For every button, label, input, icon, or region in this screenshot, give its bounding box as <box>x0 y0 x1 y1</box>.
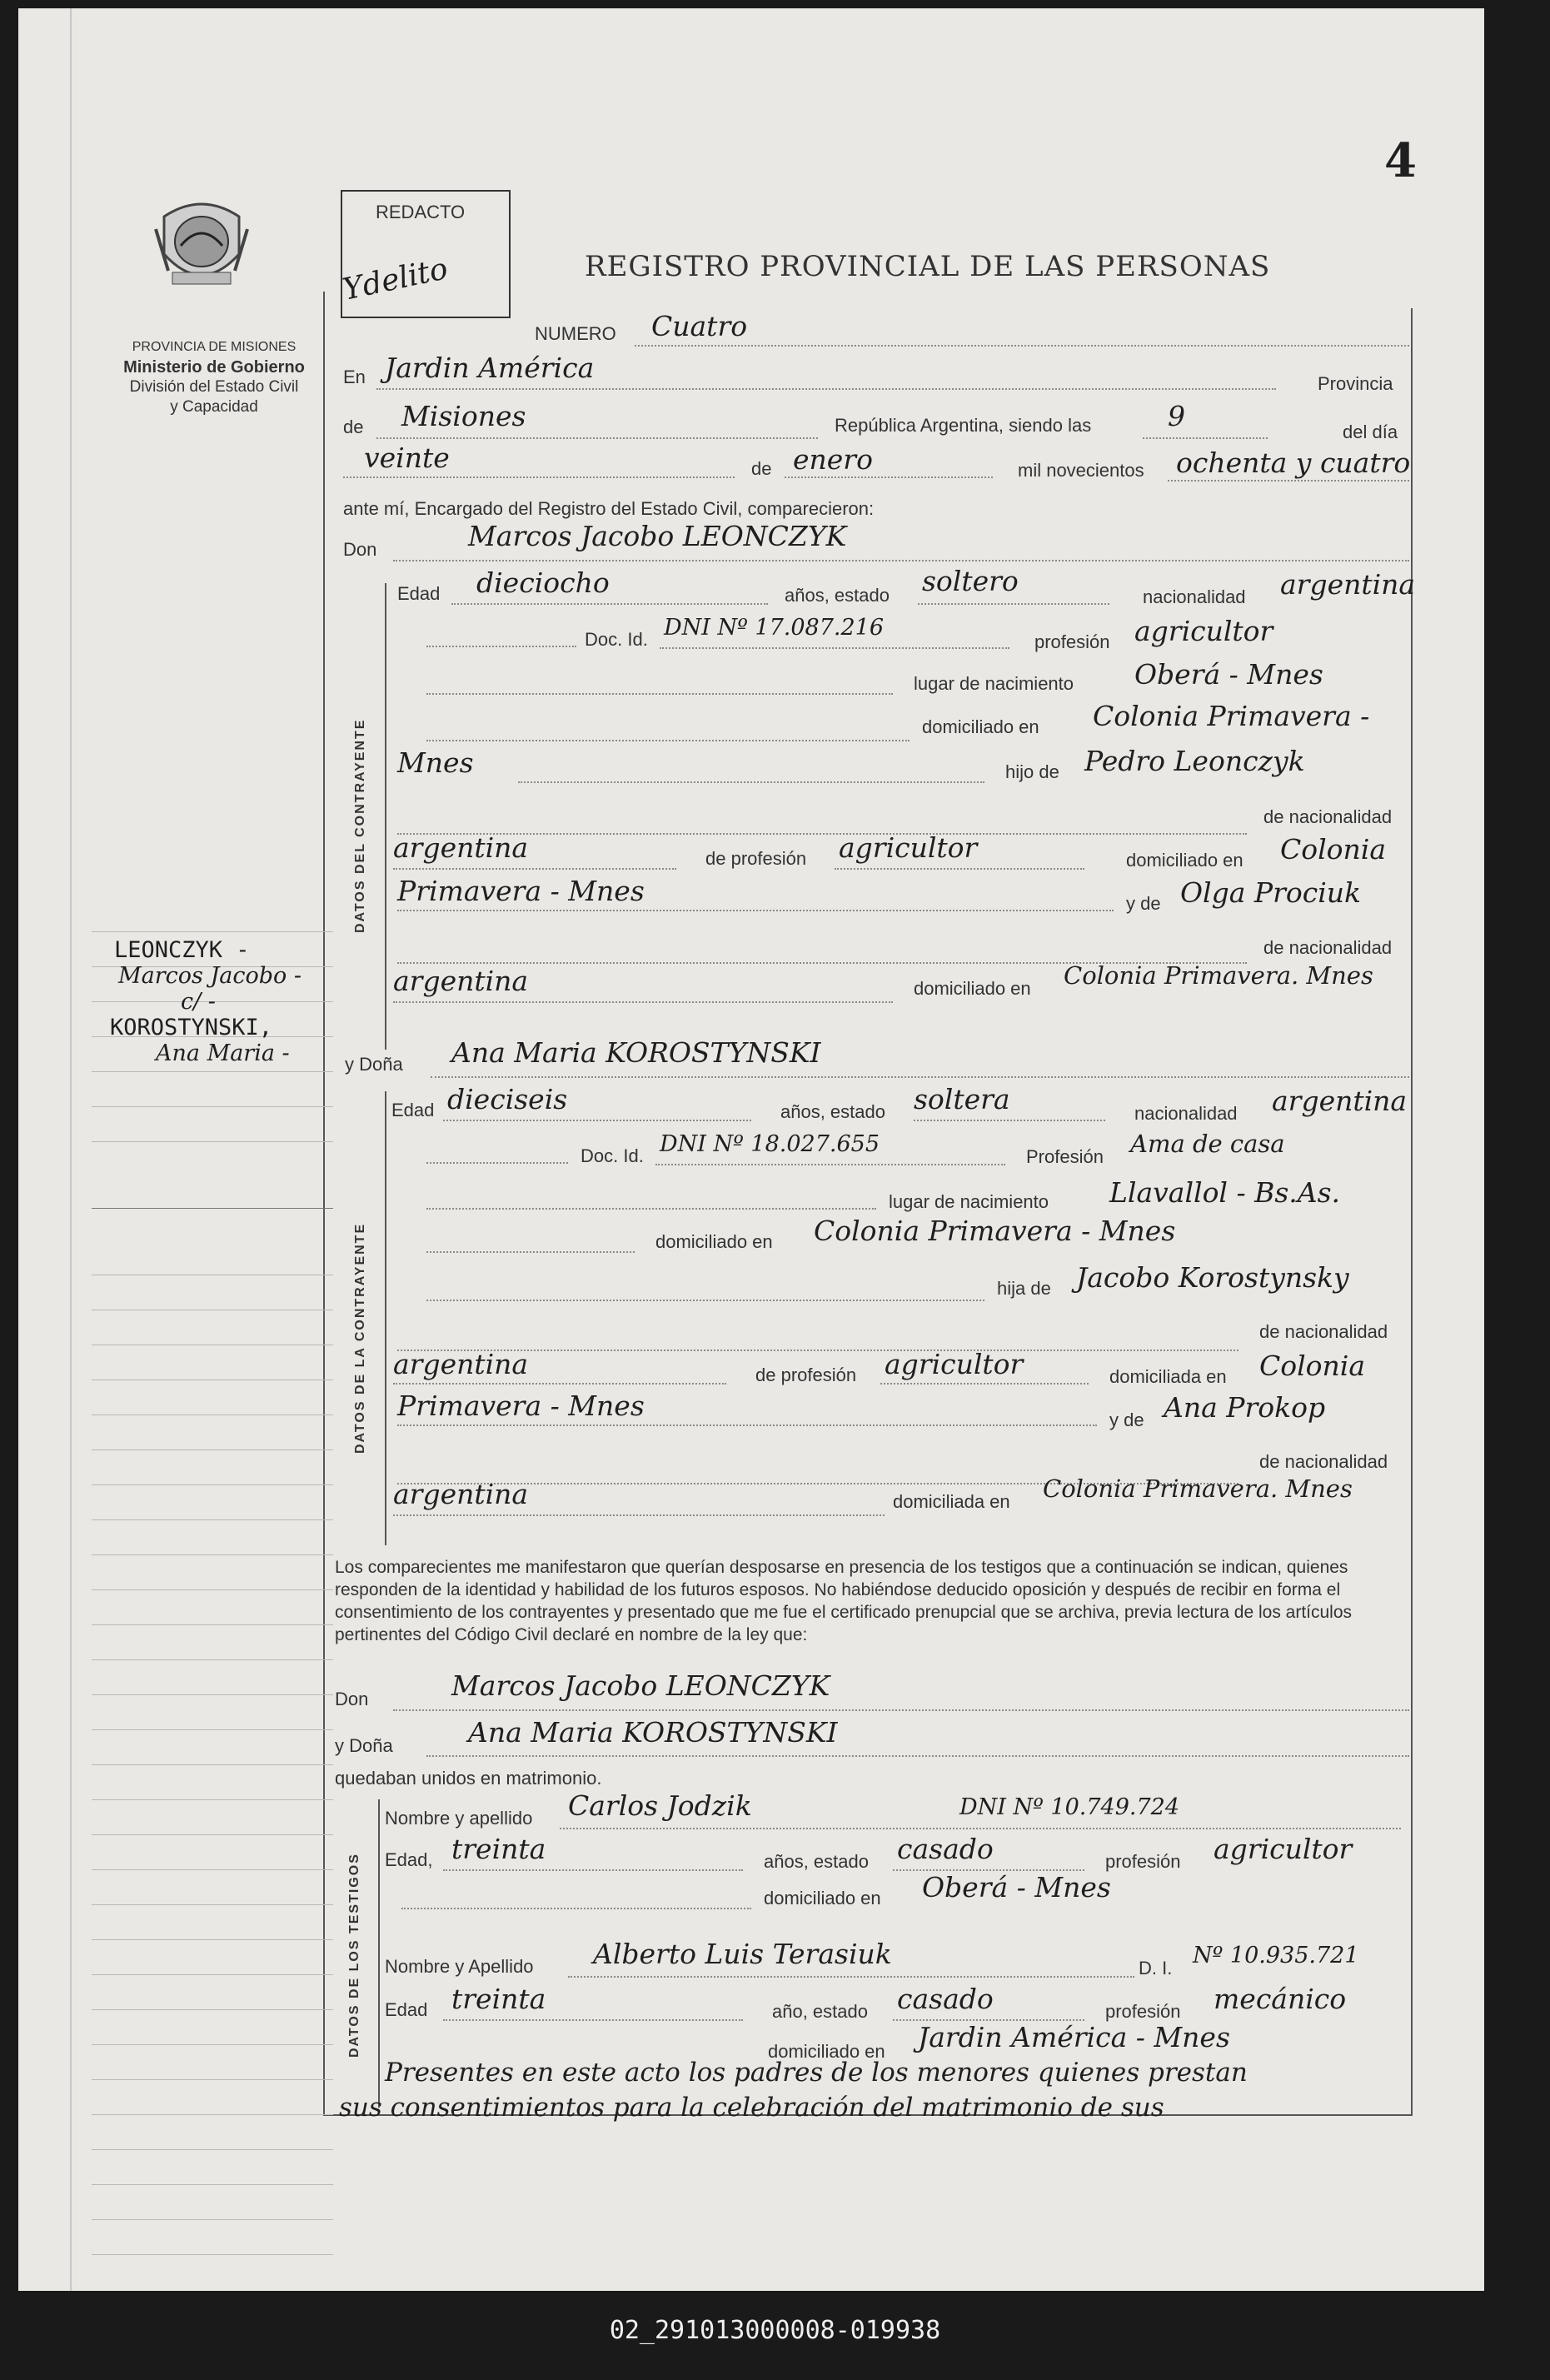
edad-value-1: dieciocho <box>476 566 610 599</box>
padre-nac-line-2 <box>393 1383 726 1385</box>
padre-dom-value-1b: Primavera - Mnes <box>397 875 645 907</box>
doc-label-2: Doc. Id. <box>581 1145 644 1166</box>
lugar-label-2: lugar de nacimiento <box>889 1191 1049 1212</box>
madre-nac-line-1 <box>393 1001 893 1003</box>
t1-edad-line <box>443 1869 743 1871</box>
de-prof-label-2: de profesión <box>755 1365 857 1385</box>
provincia-value: Misiones <box>401 400 526 432</box>
decl-dona-label: y Doña <box>335 1735 393 1756</box>
padre-dom-line-1b <box>397 910 1114 911</box>
ministry-name: Ministerio de Gobierno <box>123 358 305 377</box>
t2-nombre-value: Alberto Luis Terasiuk <box>593 1938 892 1970</box>
margin-note-line-2: Marcos Jacobo - <box>118 963 302 989</box>
padre-prof-line-2 <box>880 1383 1089 1385</box>
don-label: Don <box>343 539 377 560</box>
hija-pre-line <box>426 1300 984 1301</box>
domic-label-1: domiciliado en <box>922 716 1039 737</box>
domic-value-1b: Mnes <box>397 746 474 779</box>
quedaban-label: quedaban unidos en matrimonio. <box>335 1768 602 1789</box>
numero-line <box>635 345 1409 347</box>
republica-label: República Argentina, siendo las <box>835 415 1092 436</box>
profesion-value-2: Ama de casa <box>1130 1130 1285 1158</box>
doc-label-1: Doc. Id. <box>585 629 648 650</box>
decl-don-value: Marcos Jacobo LEONCZYK <box>451 1669 830 1702</box>
de-label: de <box>343 417 364 437</box>
contrayente-bracket <box>385 583 386 1050</box>
domic-pre-line-2 <box>426 1251 635 1253</box>
de-mes-label: de <box>751 458 772 479</box>
edad-value-2: dieciseis <box>447 1083 568 1115</box>
doc-line-2 <box>655 1164 1005 1165</box>
domic-label-1b: domiciliado en <box>1126 850 1243 871</box>
t2-prof-label: profesión <box>1105 2001 1181 2022</box>
numero-label: NUMERO <box>535 323 616 344</box>
doc-line-1 <box>660 647 1009 649</box>
t2-edad-value: treinta <box>451 1983 546 2015</box>
anio-value: ochenta y cuatro <box>1176 447 1411 479</box>
don-line <box>393 560 1409 561</box>
datos-contrayente2-label: DATOS DE LA CONTRAYENTE <box>353 1222 367 1454</box>
padre-value-1: Pedro Leonczyk <box>1084 745 1305 777</box>
t1-dom-value: Oberá - Mnes <box>922 1871 1111 1904</box>
image-id-footer: 02_291013000008-019938 <box>609 2316 941 2345</box>
hijo-label: hijo de <box>1005 761 1059 782</box>
nacionalidad-label-2: nacionalidad <box>1134 1103 1238 1124</box>
t2-edad-line <box>443 2019 743 2021</box>
padre-dom-value-2a: Colonia <box>1259 1350 1366 1382</box>
decl-don-line <box>393 1709 1409 1711</box>
t1-estado-value: casado <box>897 1833 994 1865</box>
t1-nombre-line <box>560 1828 1401 1829</box>
en-line <box>376 388 1276 390</box>
document-page <box>18 8 1484 2291</box>
edad-label-1: Edad <box>397 583 441 604</box>
t2-nombre-line <box>568 1976 1134 1978</box>
padre-dom-value-2b: Primavera - Mnes <box>397 1390 645 1422</box>
padre-prof-value-1: agricultor <box>839 831 978 864</box>
madre-dom-label-2: domiciliada en <box>893 1491 1010 1512</box>
hora-line <box>1143 437 1268 439</box>
division-name: División del Estado Civil <box>129 378 299 396</box>
domic-pre-line-1 <box>426 740 910 741</box>
dona-line <box>431 1076 1409 1078</box>
madre-dom-value-1: Colonia Primavera. Mnes <box>1064 961 1373 990</box>
provincia-label: Provincia <box>1318 373 1393 394</box>
provincia-line <box>376 437 818 439</box>
capacity-name: y Capacidad <box>170 398 258 416</box>
domic-line-1b <box>518 781 984 783</box>
t1-estado-label: años, estado <box>764 1851 869 1872</box>
doc-value-2: DNI Nº 18.027.655 <box>660 1131 880 1157</box>
estado-value-1: soltero <box>922 565 1019 597</box>
de-nac-label-1b: de nacionalidad <box>1263 937 1393 958</box>
madre-nac-value-1: argentina <box>393 965 529 997</box>
don-value: Marcos Jacobo LEONCZYK <box>468 520 847 552</box>
mes-line <box>785 476 993 478</box>
t1-edad-value: treinta <box>451 1833 546 1865</box>
t1-doc-value: DNI Nº 10.749.724 <box>959 1794 1180 1820</box>
lugar-label-1: lugar de nacimiento <box>914 673 1074 694</box>
profesion-label-2: Profesión <box>1026 1146 1104 1167</box>
padre-value-2: Jacobo Korostynsky <box>1076 1261 1349 1294</box>
t1-nombre-value: Carlos Jodzik <box>568 1789 752 1822</box>
lugar-value-1: Oberá - Mnes <box>1134 658 1323 691</box>
estado-line-1 <box>918 603 1109 605</box>
dia-line <box>343 476 735 478</box>
margin-note-line-4: KOROSTYNSKI, <box>110 1015 273 1040</box>
nacionalidad-label-1: nacionalidad <box>1143 586 1246 607</box>
madre-value-2: Ana Prokop <box>1164 1391 1326 1424</box>
mes-value: enero <box>793 443 873 476</box>
t2-estado-label: año, estado <box>772 2001 868 2022</box>
page-number: 4 <box>1384 133 1417 188</box>
datos-contrayente-label: DATOS DEL CONTRAYENTE <box>353 718 367 933</box>
domic-label-2b: domiciliada en <box>1109 1366 1227 1387</box>
padre-prof-value-2: agricultor <box>885 1348 1024 1380</box>
margin-rule <box>70 8 72 2291</box>
stamp-title: REDACTO <box>376 202 466 222</box>
domic-value-2: Colonia Primavera - Mnes <box>814 1215 1176 1247</box>
decl-don-label: Don <box>335 1689 369 1709</box>
padre-dom-line-2b <box>397 1425 1097 1426</box>
y-de-label-1: y de <box>1126 893 1161 914</box>
de-nac-label-2: de nacionalidad <box>1259 1321 1388 1342</box>
madre-dom-value-2: Colonia Primavera. Mnes <box>1043 1474 1353 1503</box>
lugar-value: Jardin América <box>385 352 595 384</box>
lugar-value-2: Llavallol - Bs.As. <box>1109 1176 1341 1209</box>
t1-dom-pre-line <box>401 1908 751 1909</box>
declaration-paragraph: Los comparecientes me manifestaron que querían desposarse en presencia de los testigos que a continuación se indican, quienes responden de la identidad y habilidad de los futuros esposos. No habiéndose deducido oposición y después de recibir en forma el consentimiento de los contrayentes y presentado que me fue el certificado prenupcial que se archiva, previa lectura de los artículos pertinentes del Código Civil declaré en nombre de la ley que: <box>335 1558 1353 1644</box>
padre-nac-line-1 <box>393 868 676 870</box>
padre-nac-value-2: argentina <box>393 1348 529 1380</box>
padre-prof-line-1 <box>835 868 1084 870</box>
margin-note-line-1: LEONCZYK - <box>114 937 250 963</box>
datos-testigos-label: DATOS DE LOS TESTIGOS <box>347 1853 361 2058</box>
profesion-label-1: profesión <box>1034 631 1110 652</box>
frame-left <box>323 292 325 2116</box>
edad-line-1 <box>451 603 768 605</box>
del-dia-label: del día <box>1343 422 1398 442</box>
nacionalidad-value-1: argentina <box>1280 568 1416 601</box>
y-de-label-2: y de <box>1109 1410 1144 1430</box>
t2-dom-label: domiciliado en <box>768 2041 885 2062</box>
margin-note <box>97 937 339 1066</box>
estado-label-2: años, estado <box>780 1101 885 1122</box>
profesion-value-1: agricultor <box>1134 615 1273 647</box>
madre-nac-value-2: argentina <box>393 1478 529 1510</box>
t2-estado-value: casado <box>897 1983 994 2015</box>
t1-dom-label: domiciliado en <box>764 1888 881 1908</box>
note-line-2: sus consentimientos para la celebración del matrimonio de sus <box>339 2093 1164 2123</box>
t1-prof-value: agricultor <box>1214 1833 1353 1865</box>
domic-label-2: domiciliado en <box>655 1231 773 1252</box>
edad-line-2 <box>443 1120 751 1121</box>
province-name: PROVINCIA DE MISIONES <box>132 340 297 354</box>
estado-line-2 <box>914 1120 1105 1121</box>
redacto-stamp <box>341 190 511 318</box>
contrayente2-bracket <box>385 1091 386 1545</box>
t2-nombre-label: Nombre y Apellido <box>385 1956 534 1977</box>
t1-nombre-label: Nombre y apellido <box>385 1808 533 1829</box>
dona-value: Ana Maria KOROSTYNSKI <box>451 1036 821 1069</box>
estado-value-2: soltera <box>914 1083 1010 1115</box>
decl-dona-line <box>426 1755 1409 1757</box>
numero-value: Cuatro <box>651 310 748 342</box>
stamp-signature: Ydelito <box>340 252 451 307</box>
t2-edad-label: Edad <box>385 1999 428 2020</box>
madre-nac-line-2 <box>393 1514 885 1516</box>
margin-note-line-3: c/ - <box>181 989 216 1015</box>
de-nac-label-2b: de nacionalidad <box>1259 1451 1388 1472</box>
t2-doc-value: Nº 10.935.721 <box>1193 1943 1359 1968</box>
doc-pre-line-2 <box>426 1162 568 1164</box>
ante-label: ante mí, Encargado del Registro del Estado Civil, comparecieron: <box>343 498 875 519</box>
doc-pre-line-1 <box>426 646 576 647</box>
note-line-1: Presentes en este acto los padres de los menores quienes prestan <box>385 2058 1248 2088</box>
t2-dom-value: Jardin América - Mnes <box>918 2021 1230 2053</box>
t2-di-label: D. I. <box>1139 1958 1173 1978</box>
t2-prof-value: mecánico <box>1214 1983 1347 2015</box>
estado-label-1: años, estado <box>785 585 890 606</box>
dona-label: y Doña <box>345 1054 403 1075</box>
anio-line <box>1168 480 1409 481</box>
doc-value-1: DNI Nº 17.087.216 <box>664 615 885 641</box>
coat-of-arms-icon <box>147 196 256 296</box>
de-nac-label-1: de nacionalidad <box>1263 806 1393 827</box>
edad-label-2: Edad <box>391 1100 435 1120</box>
madre-dom-label-1: domiciliado en <box>914 978 1031 999</box>
lugar-pre-line-2 <box>426 1208 876 1210</box>
t1-edad-label: Edad, <box>385 1849 433 1870</box>
hora-value: 9 <box>1168 400 1185 432</box>
padre-dom-value-1a: Colonia <box>1280 833 1387 866</box>
mil-label: mil novecientos <box>1018 460 1144 481</box>
madre-value-1: Olga Prociuk <box>1180 876 1362 909</box>
en-label: En <box>343 367 366 387</box>
t1-prof-label: profesión <box>1105 1851 1181 1872</box>
domic-value-1a: Colonia Primavera - <box>1093 700 1370 732</box>
hija-label: hija de <box>997 1278 1051 1299</box>
lugar-pre-line-1 <box>426 693 893 695</box>
testigos-bracket <box>378 1799 380 2108</box>
de-prof-label-1: de profesión <box>705 848 807 869</box>
dia-value: veinte <box>364 442 450 474</box>
document-title: REGISTRO PROVINCIAL DE LAS PERSONAS <box>585 250 1271 283</box>
padre-nac-value-1: argentina <box>393 831 529 864</box>
decl-dona-value: Ana Maria KOROSTYNSKI <box>468 1716 838 1749</box>
nacionalidad-value-2: argentina <box>1272 1085 1408 1117</box>
margin-note-line-5: Ana Maria - <box>156 1040 290 1066</box>
issuer-block <box>81 337 347 417</box>
